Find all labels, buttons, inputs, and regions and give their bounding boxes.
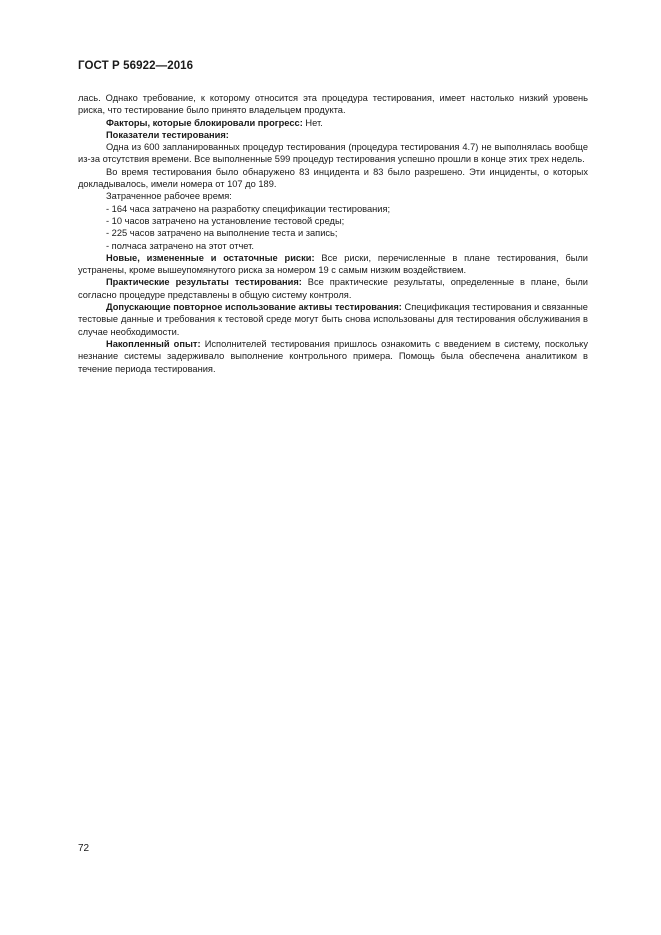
blocking-factors-text: Нет. [302,117,323,128]
deliverables-label: Практические результаты тестирования: [106,277,302,288]
paragraph-lessons-learned [78,338,588,375]
risks-label: Новые, измененные и остаточные риски: [106,252,315,263]
paragraph-incidents: Во время тестирования было обнаружено 83 инцидента и 83 было разрешено. Эти инциденты, о которых докладывалось, имели номера от 107 до 189. [78,166,588,190]
paragraph-continuation: лась. Однако требование, к которому относится эта процедура тестирования, имеет настолько низкий уровень риска, что тестирование было принято владельцем продукта. [78,93,588,116]
risks-text: Все риски, перечисленные в плане тестирования, были устранены, кроме вышеупомянутого риска за номером 19 с самым низким воздействием. [78,252,588,276]
paragraph-test-metrics-heading [78,129,588,141]
page-number: 72 [78,843,90,854]
list-item: - 225 часов затрачено на выполнение теста и запись; [106,228,338,239]
reusable-assets-text: Спецификация тестирования и связанные тестовые данные и требования к тестовой среде могут быть снова использованы для тестирования обслуживания в случае необходимости. [78,302,588,337]
paragraph-deliverables [78,276,588,301]
list-item: - полчаса затрачено на этот отчет. [106,240,254,251]
blocking-factors-label: Факторы, которые блокировали прогресс: [106,117,303,128]
lessons-learned-text: Исполнителей тестирования пришлось ознакомить с введением в систему, поскольку незнание системы задерживало выполнение контрольного примера. Помощь была обеспечена аналитиком в течение периода тестирования. [78,338,589,374]
paragraph-blocking-factors [78,117,588,129]
deliverables-text: Все практические результаты, определенные в плане, были согласно процедуре представлены в общую систему контроля. [78,277,588,300]
paragraph-test-procedures: Одна из 600 запланированных процедур тестирования (процедура тестирования 4.7) не выполнялась вообще из-за отсутствия времени. Все выполненные 599 процедур тестирования успешно прошли в конце этих трех недель. [78,142,588,165]
document-body [78,92,588,375]
paragraph-work-time: Затраченное рабочее время: [106,191,232,202]
document-header: ГОСТ Р 56922—2016 [78,60,194,72]
list-item: - 164 часа затрачено на разработку спецификации тестирования; [106,203,391,214]
list-item: - 10 часов затрачено на установление тестовой среды; [106,215,345,226]
reusable-assets-label: Допускающие повторное использование активы тестирования: [106,302,402,313]
paragraph-reusable-assets [78,301,588,338]
test-metrics-label: Показатели тестирования: [106,129,229,140]
lessons-learned-label: Накопленный опыт: [106,338,201,349]
paragraph-risks [78,252,588,277]
